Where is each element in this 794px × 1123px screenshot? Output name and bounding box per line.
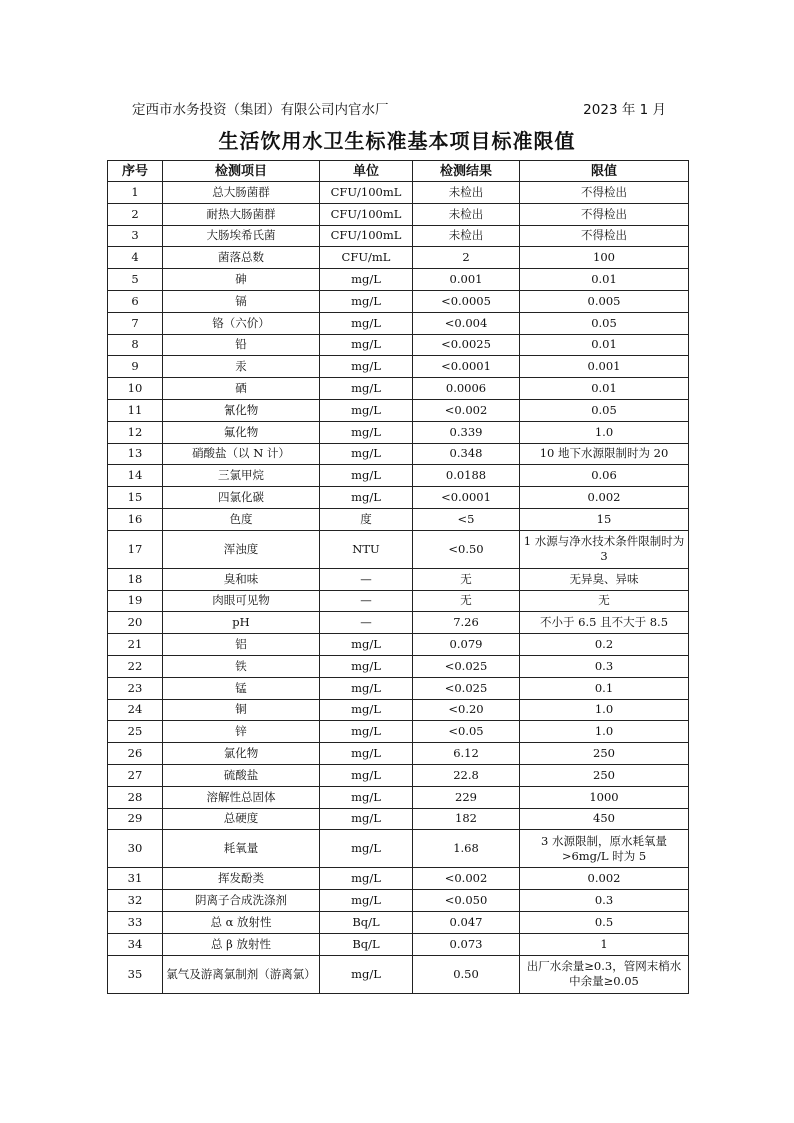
cell-unit: CFU/100mL [320, 225, 413, 247]
header-unit: 单位 [320, 161, 413, 182]
table-row [108, 890, 689, 912]
cell-unit: mg/L [320, 955, 413, 993]
cell-index: 33 [108, 911, 163, 933]
table-row [108, 269, 689, 291]
cell-result: 0.339 [413, 421, 520, 443]
cell-limit: 1.0 [520, 421, 689, 443]
cell-item: 氟化物 [163, 421, 320, 443]
cell-unit: mg/L [320, 312, 413, 334]
cell-limit: 无异臭、异味 [520, 568, 689, 590]
cell-unit: mg/L [320, 764, 413, 786]
cell-unit: mg/L [320, 487, 413, 509]
cell-unit: mg/L [320, 699, 413, 721]
report-date: 2023 年 1 月 [583, 102, 666, 118]
table-row [108, 655, 689, 677]
cell-index: 4 [108, 247, 163, 269]
cell-unit: mg/L [320, 465, 413, 487]
cell-limit: 0.06 [520, 465, 689, 487]
header-item: 检测项目 [163, 161, 320, 182]
cell-result: 22.8 [413, 764, 520, 786]
cell-index: 26 [108, 743, 163, 765]
cell-item: 铜 [163, 699, 320, 721]
cell-unit: mg/L [320, 830, 413, 868]
cell-limit: 1000 [520, 786, 689, 808]
cell-limit: 0.002 [520, 868, 689, 890]
cell-unit: — [320, 568, 413, 590]
cell-unit: mg/L [320, 634, 413, 656]
table-row [108, 182, 689, 204]
cell-limit: 1.0 [520, 699, 689, 721]
cell-item: 溶解性总固体 [163, 786, 320, 808]
cell-item: 耐热大肠菌群 [163, 203, 320, 225]
table-row [108, 203, 689, 225]
cell-item: 耗氧量 [163, 830, 320, 868]
header-result: 检测结果 [413, 161, 520, 182]
cell-result: 2 [413, 247, 520, 269]
cell-unit: mg/L [320, 399, 413, 421]
table-row [108, 399, 689, 421]
document-header [132, 98, 666, 118]
cell-result: <5 [413, 508, 520, 530]
cell-unit: Bq/L [320, 911, 413, 933]
cell-result: 1.68 [413, 830, 520, 868]
cell-limit: 450 [520, 808, 689, 830]
cell-result: <0.025 [413, 677, 520, 699]
cell-index: 2 [108, 203, 163, 225]
cell-item: 硫酸盐 [163, 764, 320, 786]
cell-item: 四氯化碳 [163, 487, 320, 509]
table-row [108, 443, 689, 465]
table-row [108, 225, 689, 247]
cell-unit: mg/L [320, 808, 413, 830]
cell-unit: mg/L [320, 443, 413, 465]
cell-unit: mg/L [320, 290, 413, 312]
cell-index: 9 [108, 356, 163, 378]
cell-item: 铁 [163, 655, 320, 677]
cell-result: 0.047 [413, 911, 520, 933]
cell-limit: 100 [520, 247, 689, 269]
cell-index: 22 [108, 655, 163, 677]
cell-unit: mg/L [320, 890, 413, 912]
cell-result: <0.0005 [413, 290, 520, 312]
cell-index: 14 [108, 465, 163, 487]
cell-unit: CFU/mL [320, 247, 413, 269]
cell-index: 32 [108, 890, 163, 912]
cell-result: 0.073 [413, 933, 520, 955]
cell-item: 锰 [163, 677, 320, 699]
cell-result: <0.002 [413, 399, 520, 421]
cell-limit: 15 [520, 508, 689, 530]
table-row [108, 808, 689, 830]
cell-index: 11 [108, 399, 163, 421]
cell-result: <0.004 [413, 312, 520, 334]
cell-result: <0.050 [413, 890, 520, 912]
cell-unit: mg/L [320, 786, 413, 808]
cell-unit: mg/L [320, 269, 413, 291]
cell-unit: mg/L [320, 421, 413, 443]
cell-index: 16 [108, 508, 163, 530]
cell-result: 未检出 [413, 203, 520, 225]
table-row [108, 508, 689, 530]
cell-result: 0.079 [413, 634, 520, 656]
table-row [108, 356, 689, 378]
cell-result: 未检出 [413, 225, 520, 247]
cell-result: 229 [413, 786, 520, 808]
cell-unit: mg/L [320, 655, 413, 677]
table-row [108, 955, 689, 993]
cell-item: 氯气及游离氯制剂（游离氯） [163, 955, 320, 993]
cell-unit: mg/L [320, 743, 413, 765]
cell-limit: 10 地下水源限制时为 20 [520, 443, 689, 465]
cell-limit: 1.0 [520, 721, 689, 743]
cell-item: pH [163, 612, 320, 634]
header-index: 序号 [108, 161, 163, 182]
cell-limit: 0.05 [520, 399, 689, 421]
cell-limit: 0.3 [520, 655, 689, 677]
table-row [108, 721, 689, 743]
cell-limit: 0.5 [520, 911, 689, 933]
cell-result: <0.002 [413, 868, 520, 890]
header-limit: 限值 [520, 161, 689, 182]
cell-limit: 0.01 [520, 334, 689, 356]
cell-result: <0.0001 [413, 356, 520, 378]
cell-index: 19 [108, 590, 163, 612]
cell-limit: 0.01 [520, 269, 689, 291]
cell-index: 31 [108, 868, 163, 890]
cell-limit: 0.3 [520, 890, 689, 912]
table-row [108, 764, 689, 786]
standards-table [107, 160, 689, 994]
cell-unit: — [320, 612, 413, 634]
cell-result: 0.001 [413, 269, 520, 291]
cell-limit: 0.002 [520, 487, 689, 509]
cell-unit: CFU/100mL [320, 203, 413, 225]
cell-item: 氯化物 [163, 743, 320, 765]
cell-limit: 0.2 [520, 634, 689, 656]
cell-result: <0.0025 [413, 334, 520, 356]
cell-index: 35 [108, 955, 163, 993]
cell-item: 汞 [163, 356, 320, 378]
cell-index: 5 [108, 269, 163, 291]
cell-limit: 1 水源与净水技术条件限制时为 3 [520, 530, 689, 568]
table-row [108, 830, 689, 868]
cell-limit: 0.01 [520, 378, 689, 400]
cell-result: <0.025 [413, 655, 520, 677]
cell-unit: mg/L [320, 378, 413, 400]
cell-result: 6.12 [413, 743, 520, 765]
cell-item: 总大肠菌群 [163, 182, 320, 204]
table-row [108, 487, 689, 509]
cell-index: 6 [108, 290, 163, 312]
cell-limit: 1 [520, 933, 689, 955]
cell-result: 未检出 [413, 182, 520, 204]
cell-result: 0.0188 [413, 465, 520, 487]
cell-item: 浑浊度 [163, 530, 320, 568]
cell-index: 30 [108, 830, 163, 868]
cell-limit: 0.1 [520, 677, 689, 699]
table-row [108, 699, 689, 721]
cell-unit: mg/L [320, 721, 413, 743]
table-row [108, 590, 689, 612]
cell-index: 21 [108, 634, 163, 656]
cell-result: 0.0006 [413, 378, 520, 400]
cell-item: 总 α 放射性 [163, 911, 320, 933]
cell-index: 10 [108, 378, 163, 400]
cell-item: 总 β 放射性 [163, 933, 320, 955]
cell-index: 28 [108, 786, 163, 808]
cell-item: 镉 [163, 290, 320, 312]
table-row [108, 612, 689, 634]
cell-item: 肉眼可见物 [163, 590, 320, 612]
cell-result: <0.20 [413, 699, 520, 721]
cell-unit: NTU [320, 530, 413, 568]
cell-item: 大肠埃希氏菌 [163, 225, 320, 247]
cell-limit: 出厂水余量≥0.3，管网末梢水中余量≥0.05 [520, 955, 689, 993]
cell-limit: 不得检出 [520, 225, 689, 247]
cell-unit: mg/L [320, 356, 413, 378]
cell-result: 无 [413, 590, 520, 612]
cell-limit: 无 [520, 590, 689, 612]
cell-item: 硝酸盐（以 N 计） [163, 443, 320, 465]
cell-limit: 不小于 6.5 且不大于 8.5 [520, 612, 689, 634]
cell-index: 23 [108, 677, 163, 699]
table-row [108, 911, 689, 933]
table-row [108, 677, 689, 699]
cell-result: <0.0001 [413, 487, 520, 509]
table-row [108, 786, 689, 808]
cell-item: 铝 [163, 634, 320, 656]
cell-item: 铬（六价） [163, 312, 320, 334]
cell-index: 12 [108, 421, 163, 443]
cell-limit: 250 [520, 743, 689, 765]
table-row [108, 568, 689, 590]
table-row [108, 290, 689, 312]
table-row [108, 247, 689, 269]
cell-unit: 度 [320, 508, 413, 530]
cell-item: 硒 [163, 378, 320, 400]
cell-result: 0.50 [413, 955, 520, 993]
cell-limit: 不得检出 [520, 203, 689, 225]
cell-index: 8 [108, 334, 163, 356]
cell-item: 阴离子合成洗涤剂 [163, 890, 320, 912]
cell-item: 总硬度 [163, 808, 320, 830]
table-row [108, 334, 689, 356]
table-body [108, 182, 689, 994]
cell-index: 20 [108, 612, 163, 634]
cell-index: 18 [108, 568, 163, 590]
cell-result: <0.50 [413, 530, 520, 568]
table-row [108, 312, 689, 334]
cell-index: 17 [108, 530, 163, 568]
cell-index: 34 [108, 933, 163, 955]
cell-unit: — [320, 590, 413, 612]
cell-limit: 250 [520, 764, 689, 786]
cell-index: 25 [108, 721, 163, 743]
table-row [108, 378, 689, 400]
cell-item: 挥发酚类 [163, 868, 320, 890]
cell-unit: mg/L [320, 677, 413, 699]
cell-unit: CFU/100mL [320, 182, 413, 204]
cell-item: 色度 [163, 508, 320, 530]
cell-index: 15 [108, 487, 163, 509]
cell-result: 7.26 [413, 612, 520, 634]
cell-result: <0.05 [413, 721, 520, 743]
table-row [108, 743, 689, 765]
table-row [108, 530, 689, 568]
table-row [108, 868, 689, 890]
cell-index: 13 [108, 443, 163, 465]
cell-unit: mg/L [320, 868, 413, 890]
cell-index: 3 [108, 225, 163, 247]
cell-limit: 0.05 [520, 312, 689, 334]
table-row [108, 634, 689, 656]
cell-result: 无 [413, 568, 520, 590]
cell-item: 铅 [163, 334, 320, 356]
company-name: 定西市水务投资（集团）有限公司内官水厂 [132, 102, 389, 118]
cell-item: 氰化物 [163, 399, 320, 421]
cell-limit: 0.005 [520, 290, 689, 312]
cell-index: 24 [108, 699, 163, 721]
page-title: 生活饮用水卫生标准基本项目标准限值 [218, 129, 576, 153]
cell-unit: mg/L [320, 334, 413, 356]
cell-item: 菌落总数 [163, 247, 320, 269]
cell-result: 0.348 [413, 443, 520, 465]
cell-item: 锌 [163, 721, 320, 743]
cell-limit: 不得检出 [520, 182, 689, 204]
cell-item: 砷 [163, 269, 320, 291]
table-row [108, 421, 689, 443]
table-header-row [108, 161, 689, 182]
cell-limit: 3 水源限制，原水耗氧量>6mg/L 时为 5 [520, 830, 689, 868]
cell-item: 三氯甲烷 [163, 465, 320, 487]
cell-index: 29 [108, 808, 163, 830]
cell-index: 27 [108, 764, 163, 786]
cell-index: 1 [108, 182, 163, 204]
cell-limit: 0.001 [520, 356, 689, 378]
cell-index: 7 [108, 312, 163, 334]
cell-item: 臭和味 [163, 568, 320, 590]
cell-unit: Bq/L [320, 933, 413, 955]
cell-result: 182 [413, 808, 520, 830]
table-row [108, 465, 689, 487]
table-row [108, 933, 689, 955]
